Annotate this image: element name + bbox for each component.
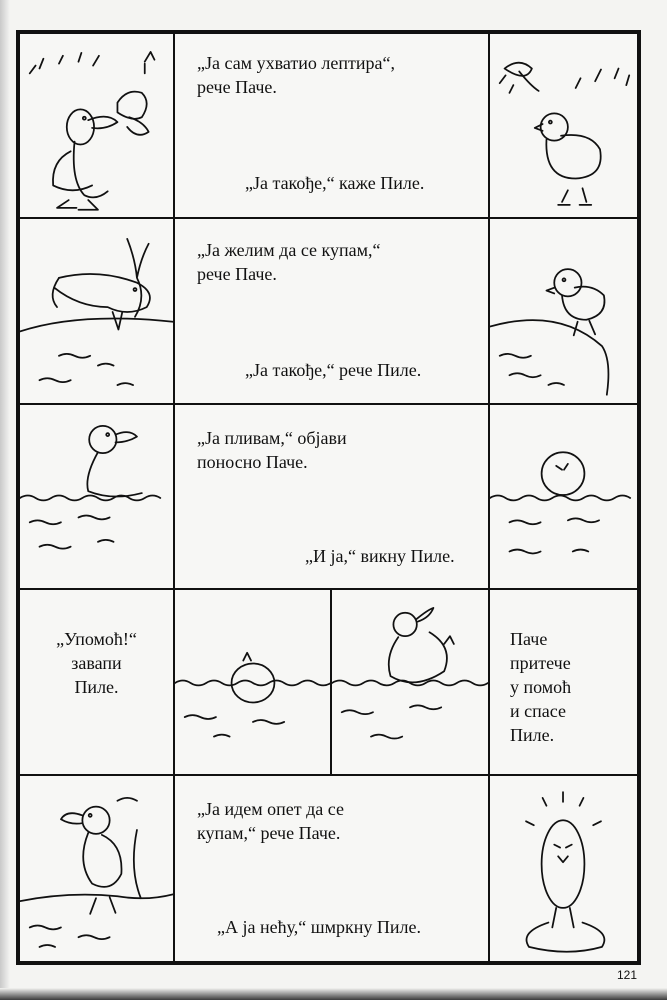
duck-swimming-illustration xyxy=(20,405,173,588)
comic-grid xyxy=(16,30,641,965)
panel-chick-sinking xyxy=(488,403,639,590)
panel-rescue-text xyxy=(488,588,639,776)
panel-duck-swimming xyxy=(18,403,175,590)
rescue-line: Паче xyxy=(510,629,548,649)
panel-chick-drowning xyxy=(173,588,332,776)
page-bottom-shadow xyxy=(0,988,667,1000)
panel-chick-butterfly xyxy=(488,32,639,219)
help-line: завапи xyxy=(71,653,122,673)
chick-on-shore-illustration xyxy=(490,219,637,403)
duck-looking-into-water-illustration xyxy=(20,219,173,403)
duck-rescuing-chick-illustration xyxy=(332,590,488,774)
speech-line: „Ја пливам,“ објави xyxy=(197,428,347,448)
panel-chick-shore xyxy=(488,217,639,405)
panel-duck-rescue xyxy=(330,588,490,776)
reply-line: „И ја,“ викну Пиле. xyxy=(305,546,455,566)
rescue-line: и спасе xyxy=(510,701,566,721)
panel-duck-again xyxy=(18,774,175,963)
rescue-line: притече xyxy=(510,653,571,673)
panel-text-3 xyxy=(173,403,490,590)
reply-line: „Ја такође,“ каже Пиле. xyxy=(245,173,425,193)
panel-text-2 xyxy=(173,217,490,405)
duck-walking-to-water-illustration xyxy=(20,776,173,961)
help-line: „Упомоћ!“ xyxy=(56,629,137,649)
help-line: Пиле. xyxy=(74,677,119,697)
panel-duck-butterfly xyxy=(18,32,175,219)
chick-with-butterfly-illustration xyxy=(490,34,637,217)
speech-line: рече Паче. xyxy=(197,77,277,97)
reply-line: „Ја такође,“ рече Пиле. xyxy=(245,360,422,380)
panel-chick-wet xyxy=(488,774,639,963)
wet-chick-illustration xyxy=(490,776,637,961)
panel-text-1 xyxy=(173,32,490,219)
speech-line: купам,“ рече Паче. xyxy=(197,823,341,843)
panel-help-text xyxy=(18,588,175,776)
reply-line: „А ја нећу,“ шмркну Пиле. xyxy=(217,917,422,937)
rescue-line: у помоћ xyxy=(510,677,572,697)
speech-line: „Ја сам ухватио лептира“, xyxy=(197,53,395,73)
panel-text-5 xyxy=(173,774,490,963)
speech-line: „Ја желим да се купам,“ xyxy=(197,240,381,260)
speech-line: рече Паче. xyxy=(197,264,277,284)
panel-duck-diving xyxy=(18,217,175,405)
page-edge-shadow xyxy=(0,0,10,1000)
duck-catching-butterfly-illustration xyxy=(20,34,173,217)
speech-line: „Ја идем опет да се xyxy=(197,799,344,819)
page-number: 121 xyxy=(616,968,637,982)
rescue-line: Пиле. xyxy=(510,725,555,745)
speech-line: поносно Паче. xyxy=(197,452,308,472)
chick-in-water-illustration xyxy=(175,590,330,774)
chick-sinking-illustration xyxy=(490,405,637,588)
